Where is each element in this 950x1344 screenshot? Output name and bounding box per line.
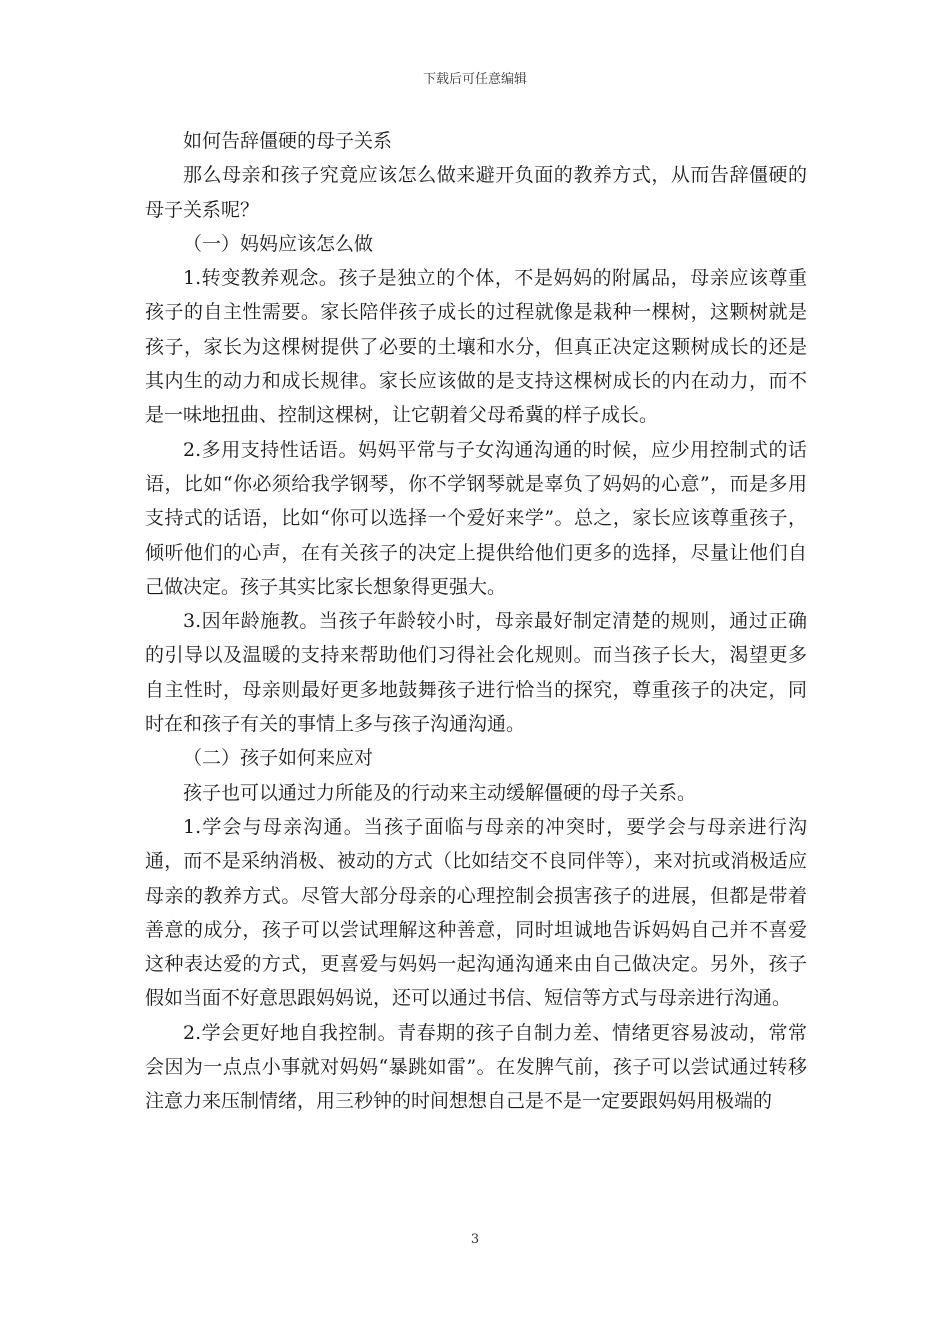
paragraph-mother-1: 1.转变教养观念。孩子是独立的个体，不是妈妈的附属品，母亲应该尊重孩子的自主性需要。家长陪伴孩子成长的过程就像是栽种一棵树，这颗树就是孩子，家长为这棵树提供了必要的土壤和水分，但真正决定这颗树成长的还是其内生的动力和成长规律。家长应该做的是支持这棵树成长的内在动力，而不是一味地扭曲、控制这棵树，让它朝着父母希冀的样子成长。 [145,267,807,427]
subheading-mother: （一）妈妈应该怎么做 [183,232,374,255]
intro-paragraph: 那么母亲和孩子究竟应该怎么做来避开负面的教养方式，从而告辞僵硬的母子关系呢？ [145,164,807,221]
page-header: 下载后可任意编辑 [422,72,527,87]
section-title: 如何告辞僵硬的母子关系 [183,130,393,152]
paragraph-mother-3: 3.因年龄施教。当孩子年龄较小时，母亲最好制定清楚的规则，通过正确的引导以及温暖的支持来帮助他们习得社会化规则。而当孩子长大，渴望更多自主性时，母亲则最好更多地鼓舞孩子进行恰当的探究，尊重孩子的决定，同时在和孩子有关的事情上多与孩子沟通沟通。 [145,610,807,736]
paragraph-child-2: 2.学会更好地自我控制。青春期的孩子自制力差、情绪更容易波动，常常会因为一点点小事就对妈妈“暴跳如雷”。在发脾气前，孩子可以尝试通过转移注意力来压制情绪，用三秒钟的时间想想自己是不是一定要跟妈妈用极端的 [145,1021,807,1113]
paragraph-child-1: 1.学会与母亲沟通。当孩子面临与母亲的冲突时，要学会与母亲进行沟通，而不是采纳消极、被动的方式（比如结交不良同伴等），来对抗或消极适应母亲的教养方式。尽管大部分母亲的心理控制会损害孩子的进展，但都是带着善意的成分，孩子可以尝试理解这种善意，同时坦诚地告诉妈妈自己并不喜爱这种表达爱的方式，更喜爱与妈妈一起沟通沟通来由自己做决定。另外，孩子假如当面不好意思跟妈妈说，还可以通过书信、短信等方式与母亲进行沟通。 [145,815,807,1010]
paragraph-mother-2: 2.多用支持性话语。妈妈平常与子女沟通沟通的时候，应少用控制式的话语，比如“你必须给我学钢琴，你不学钢琴就是辜负了妈妈的心意”，而是多用支持式的话语，比如“你可以选择一个爱好来学”。总之，家长应该尊重孩子，倾听他们的心声，在有关孩子的决定上提供给他们更多的选择，尽量让他们自己做决定。孩子其实比家长想象得更强大。 [145,438,807,598]
paragraph-child-intro: 孩子也可以通过力所能及的行动来主动缓解僵硬的母子关系。 [183,781,697,804]
subheading-child: （二）孩子如何来应对 [183,747,374,770]
page-number: 3 [470,1232,480,1247]
document-body [145,124,807,1119]
